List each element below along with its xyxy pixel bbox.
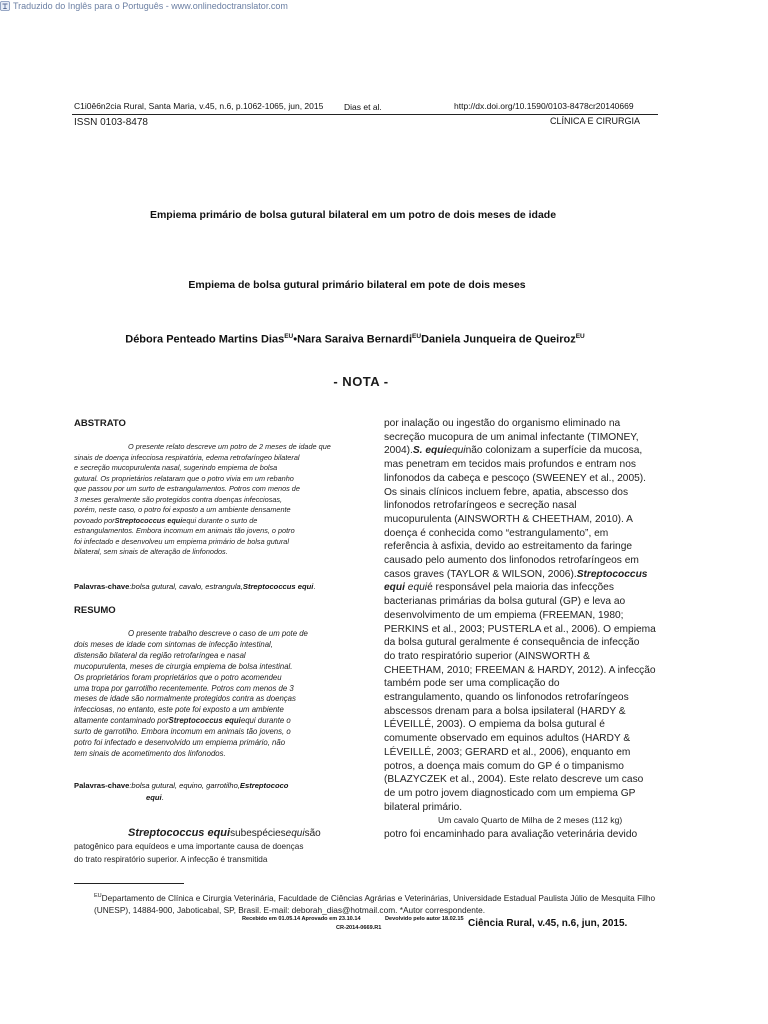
header-rule xyxy=(72,114,658,115)
keywords-end: . xyxy=(313,582,316,591)
keywords-species: Streptococcus equi xyxy=(242,582,314,591)
issn: ISSN 0103-8478 xyxy=(74,117,148,128)
translator-banner-text[interactable]: Traduzido do Inglês para o Português - www.onlinedoctranslator.com xyxy=(13,1,288,11)
translate-icon xyxy=(0,1,10,11)
author-1: Débora Penteado Martins Dias xyxy=(125,333,285,346)
resumo-species: Streptococcus equi xyxy=(168,716,241,726)
author-2: •Nara Saraiva Bernardi xyxy=(293,333,413,346)
doi-link[interactable]: http://dx.doi.org/10.1590/0103-8478cr20140669 xyxy=(454,101,634,111)
note-type: - NOTA - xyxy=(333,374,389,389)
keywords-text: :bolsa gutural, cavalo, estrangula, xyxy=(129,582,243,591)
right-p1: por inalação ou ingestão do organismo eliminado na secreção mucopura de um animal infectante (TIMONEY, 2004). xyxy=(384,418,639,457)
footnote-rule xyxy=(74,883,184,884)
intro-subsp: subespécies xyxy=(230,828,286,839)
abstract-heading: ABSTRATO xyxy=(74,418,126,429)
footnote-text: Departamento de Clínica e Cirurgia Veterinária, Faculdade de Ciências Agrárias e Veterinárias, Universidade Estadual Paulista Júlio de Mesquita Filho (UNESP), 14884-900, Jaboticabal, SP, Brasil. E-mail: deborah_dias@hotmail.com. *Autor correspondente. xyxy=(94,892,656,916)
journal-reference: C1i0ê6n2cia Rural, Santa Maria, v.45, n.6, p.1062-1065, jun, 2015 xyxy=(74,101,324,111)
resumo-keywords-end: . xyxy=(161,793,164,802)
right-column-text xyxy=(384,417,664,842)
abstract-text: sinais de doença infecciosa respiratória, edema retrofaríngeo bilateral e secreção mucopurulenta nasal, sugerindo empiema de bolsa gutural. Os proprietários relataram que o potro vivia em um rebanho que passou por um surto de estrangulamentos. Potros com menos de 3 meses geralmente são protegidos contra doenças infecciosas, porém, neste caso, o potro foi exposto a um ambiente densamente povoado por xyxy=(74,452,300,525)
author-3: Daniela Junqueira de Queiroz xyxy=(421,333,576,346)
abstract-body xyxy=(74,442,350,558)
abstract-keywords xyxy=(74,581,350,593)
received-date: Recebido em 01.05.14 Aprovado em 23.10.14 xyxy=(242,916,361,922)
resumo-text: dois meses de idade com sintomas de infecção intestinal, distensão bilateral da região retrofaríngea e nasal mucopurulenta, meses de cirurgia empiema de bolsa intestinal. Os proprietários foram proprietários que o potro acomendeu uma tropa por garrotilho recentemente. Potros com menos de 3 meses de idade são normalmente protegidos contra as doenças infecciosas, no entanto, este pote foi exposto a um ambiente altamente contaminado por xyxy=(74,639,296,726)
footnote-mark: EU xyxy=(94,893,102,899)
author-2-mark: EU xyxy=(412,333,422,340)
translator-banner[interactable] xyxy=(0,0,288,12)
intro-sao: são xyxy=(304,828,321,839)
returned-date: Devolvido pelo autor 18.02.15 xyxy=(385,916,464,922)
resumo-heading: RESUMO xyxy=(74,605,116,616)
author-1-mark: EU xyxy=(284,333,294,340)
intro-species: Streptococcus equi xyxy=(128,827,231,839)
resumo-keywords-species: Estreptococo xyxy=(239,781,289,790)
intro-line-3: do trato respiratório superior. A infecção é transmitida xyxy=(74,855,268,864)
section-label: CLÍNICA E CIRURGIA xyxy=(550,116,641,126)
keywords-label: Palavras-chave xyxy=(74,582,130,591)
resumo-body xyxy=(74,629,350,760)
intro-paragraph xyxy=(74,827,350,866)
right-p1-equi: equi xyxy=(446,445,466,457)
resumo-text-rest: equi durante o surto de garrotilho. Embora incomum em animais tão jovens, o potro foi infectado e desenvolvido um empiema primário, não tem sinais de acometimento dos linfonodos. xyxy=(74,716,291,758)
right-p2-equi: equi xyxy=(407,582,428,594)
author-3-mark: EU xyxy=(575,333,585,340)
manuscript-code: CR-2014-0669.R1 xyxy=(336,925,382,931)
abstract-first-line: O presente relato descreve um potro de 2 meses de idade que xyxy=(128,442,331,451)
resumo-keywords xyxy=(74,780,350,804)
abstract-species: Streptococcus equi xyxy=(114,515,183,525)
intro-equi: equi xyxy=(285,828,305,839)
right-p3: potro foi encaminhado para avaliação veterinária devido xyxy=(384,829,638,841)
right-p1b: não colonizam a superfície da mucosa, mas penetram em tecidos mais profundos e entram nos linfonodos da cabeça e pescoço (SWEENEY et al., 2005). Os sinais clínicos incluem febre, apatia, abscesso dos linfonodos retrofaríngeos e secreção nasal mucopurulenta (AINSWORTH & CHEETHAM, 2010). A doença é conhecida como “estrangulamento”, em referência à asfixia, devido ao estreitamento da faringe causado pelo aumento dos linfonodos retrofaríngeos em casos graves (TAYLOR & WILSON, 2006). xyxy=(384,445,647,580)
author-list xyxy=(0,333,710,346)
article-title-alt: Empiema de bolsa gutural primário bilateral em pote de dois meses xyxy=(188,279,526,291)
resumo-keywords-species-2: equi xyxy=(146,793,162,802)
right-p2-species: Streptococcus equi xyxy=(384,568,648,594)
right-p3-first: Um cavalo Quarto de Milha de 2 meses (112 kg) xyxy=(438,815,623,826)
resumo-first-line: O presente trabalho descreve o caso de um pote de xyxy=(128,629,308,638)
footnote xyxy=(94,890,674,916)
abstract-text-rest: equi durante o surto de estrangulamentos. Embora incomum em animais tão jovens, o potro foi infectado e desenvolveu um empiema primário de bolsa gutural bilateral, sem sinais de alteração de linfonodos. xyxy=(74,515,295,556)
right-p2: é responsável pela maioria das infecções bacterianas primárias da bolsa gutural (GP) e leva ao desenvolvimento de um empiema (FREEMAN, 1980; PERKINS et al., 2003; PUSTERLA et al., 2006). O empiema da bolsa gutural geralmente é consequência de infecção do trato respiratório superior (AINSWORTH & CHEETHAM, 2010; FREEMAN & HARDY, 2012). A infecção também pode ser uma complicação do estrangulamento, quando os linfonodos retrofaríngeos abscessos drenam para a bolsa ipsilateral (HARDY & LÉVEILLÉ, 2003). O empiema da bolsa gutural é comumente observado em equinos adultos (HARDY & LÉVEILLÉ, 2003; GERARD et al., 2006), enquanto em potros, a doença mais comum do GP é o timpanismo (BLAZYCZEK et al., 2004). Este relato descreve um caso de um potro jovem diagnosticado com um empiema GP bilateral primário. xyxy=(384,582,656,813)
right-p1-species: S. equi xyxy=(412,445,447,457)
resumo-keywords-text: :bolsa gutural, equino, garrotilho, xyxy=(129,781,240,790)
intro-line-2: patogênico para equídeos e uma importante causa de doenças xyxy=(74,842,304,851)
article-title: Empiema primário de bolsa gutural bilateral em um potro de dois meses de idade xyxy=(149,209,557,221)
authors-short: Dias et al. xyxy=(344,102,382,112)
journal-footer: Ciência Rural, v.45, n.6, jun, 2015. xyxy=(468,918,628,929)
resumo-keywords-label: Palavras-chave xyxy=(74,781,130,790)
